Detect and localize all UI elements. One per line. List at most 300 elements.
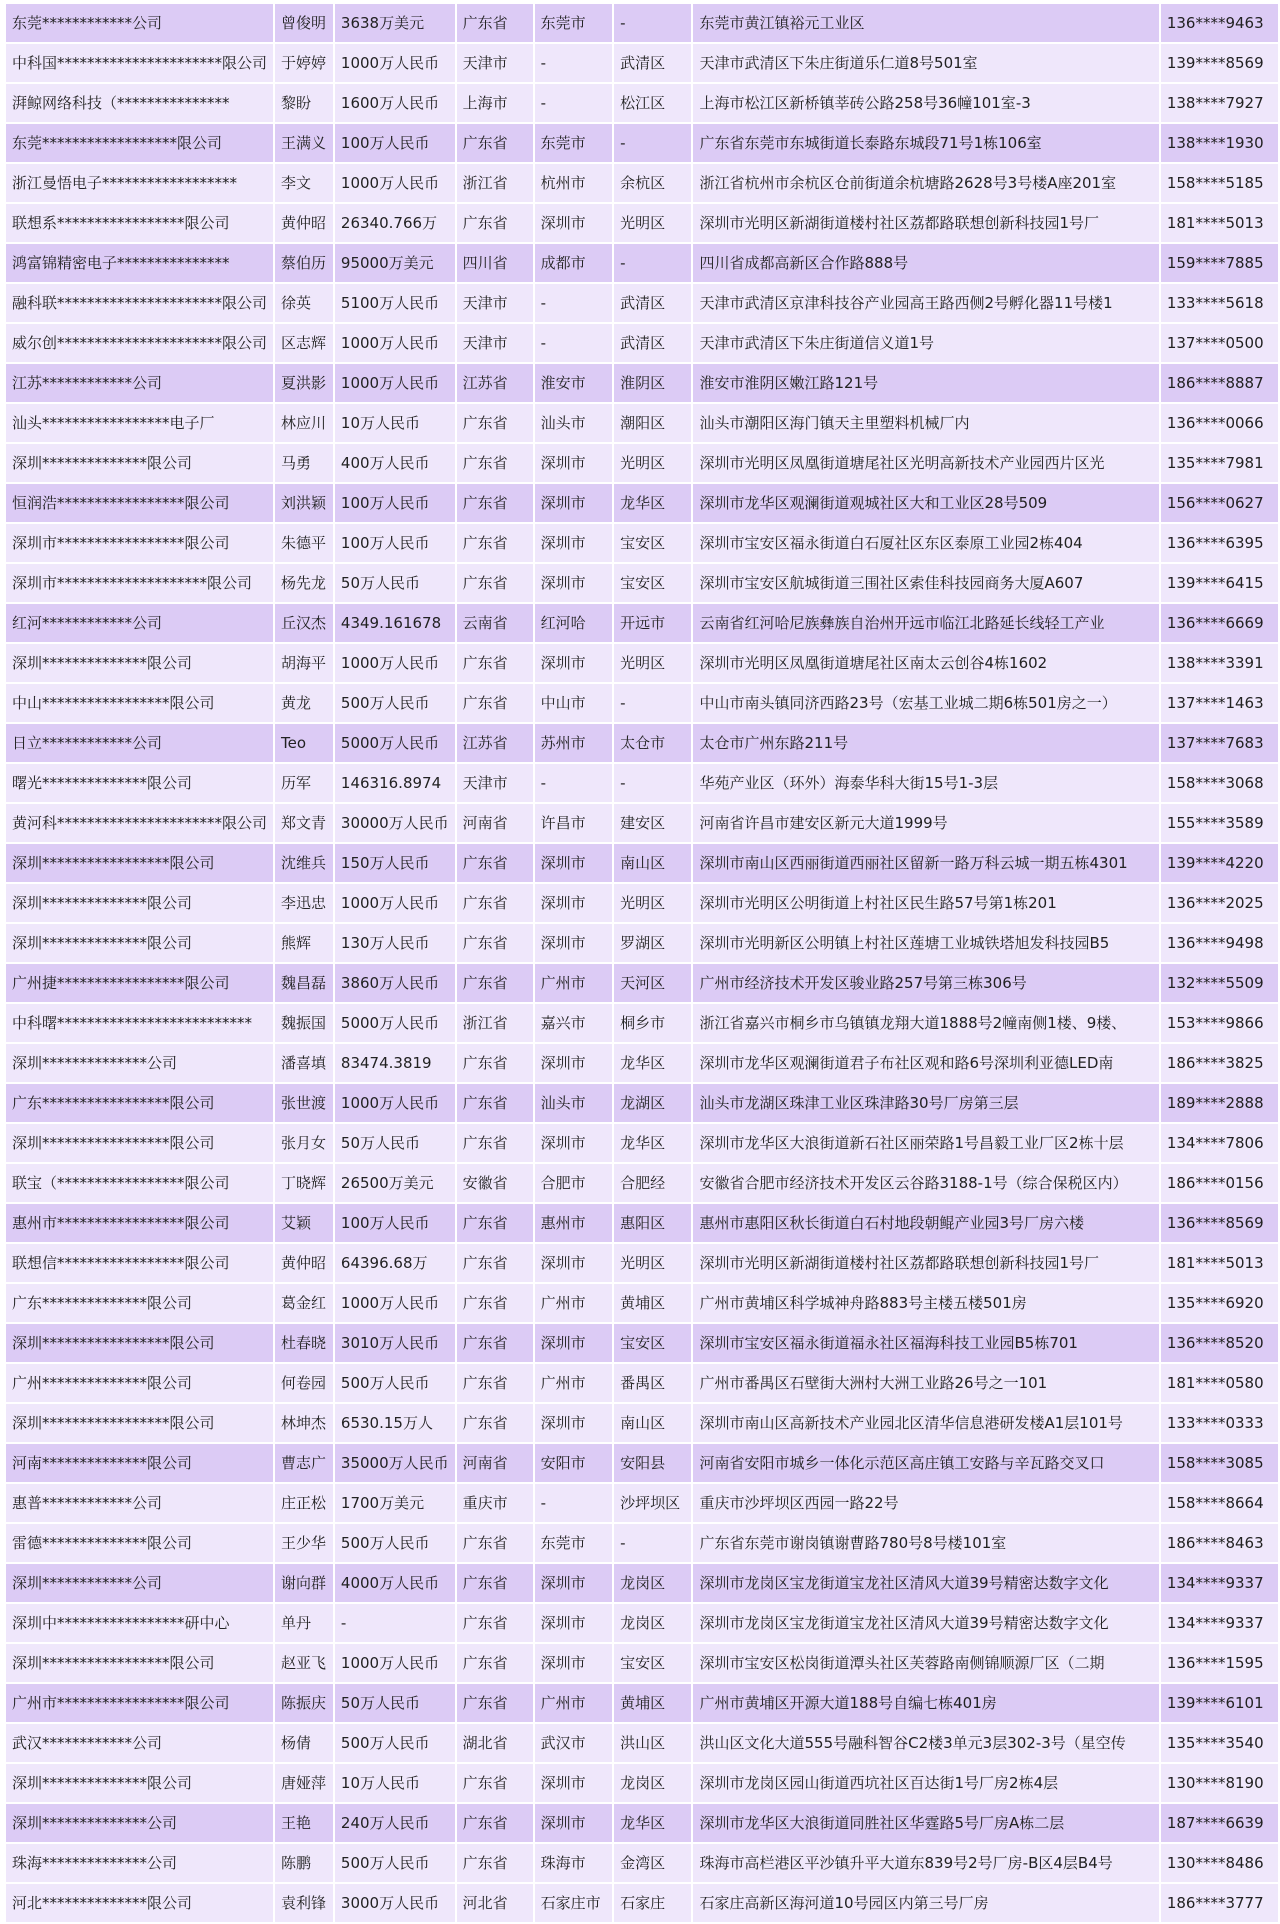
- phone-cell: 159****7885: [1160, 243, 1279, 283]
- phone-cell: 133****5618: [1160, 283, 1279, 323]
- address-cell: 广东省东莞市谢岗镇谢曹路780号8号楼101室: [692, 1523, 1159, 1563]
- province-cell: 广东省: [456, 963, 534, 1003]
- province-cell: 上海市: [456, 83, 534, 123]
- company-name-cell: 曙光**************限公司: [5, 763, 274, 803]
- company-name-cell: 惠州市*****************限公司: [5, 1203, 274, 1243]
- company-name-cell: 深圳**************限公司: [5, 643, 274, 683]
- registered-capital-cell: 1000万人民币: [334, 163, 456, 203]
- registered-capital-cell: 1700万美元: [334, 1483, 456, 1523]
- contact-name-cell: 袁利锋: [274, 1883, 334, 1923]
- contact-name-cell: 葛金红: [274, 1283, 334, 1323]
- table-row: [5, 1363, 1279, 1403]
- company-name-cell: 深圳**************公司: [5, 1803, 274, 1843]
- city-cell: 惠州市: [534, 1203, 613, 1243]
- table-row: [5, 1163, 1279, 1203]
- table-row: [5, 1643, 1279, 1683]
- registered-capital-cell: 1000万人民币: [334, 323, 456, 363]
- address-cell: 深圳市南山区西丽街道西丽社区留新一路万科云城一期五栋4301: [692, 843, 1159, 883]
- company-name-cell: 红河************公司: [5, 603, 274, 643]
- contact-name-cell: 马勇: [274, 443, 334, 483]
- district-cell: -: [613, 1523, 692, 1563]
- table-row: [5, 1443, 1279, 1483]
- contact-name-cell: 曹志广: [274, 1443, 334, 1483]
- city-cell: 深圳市: [534, 1123, 613, 1163]
- city-cell: 深圳市: [534, 1763, 613, 1803]
- province-cell: 河北省: [456, 1883, 534, 1923]
- contact-name-cell: 张月女: [274, 1123, 334, 1163]
- district-cell: 龙岗区: [613, 1563, 692, 1603]
- registered-capital-cell: 130万人民币: [334, 923, 456, 963]
- table-row: [5, 1803, 1279, 1843]
- table-row: [5, 723, 1279, 763]
- phone-cell: 158****8664: [1160, 1483, 1279, 1523]
- registered-capital-cell: 1000万人民币: [334, 883, 456, 923]
- phone-cell: 139****6101: [1160, 1683, 1279, 1723]
- address-cell: 深圳市龙华区观澜街道君子布社区观和路6号深圳利亚德LED南: [692, 1043, 1159, 1083]
- registered-capital-cell: 500万人民币: [334, 1363, 456, 1403]
- address-cell: 广州市番禺区石壁街大洲村大洲工业路26号之一101: [692, 1363, 1159, 1403]
- phone-cell: 139****8569: [1160, 43, 1279, 83]
- table-row: [5, 283, 1279, 323]
- company-name-cell: 深圳*****************限公司: [5, 1323, 274, 1363]
- table-row: [5, 1243, 1279, 1283]
- district-cell: 龙岗区: [613, 1603, 692, 1643]
- company-name-cell: 深圳**************限公司: [5, 1763, 274, 1803]
- province-cell: 广东省: [456, 443, 534, 483]
- province-cell: 河南省: [456, 803, 534, 843]
- phone-cell: 186****0156: [1160, 1163, 1279, 1203]
- table-row: [5, 323, 1279, 363]
- phone-cell: 138****3391: [1160, 643, 1279, 683]
- contact-name-cell: 何卷园: [274, 1363, 334, 1403]
- district-cell: 宝安区: [613, 523, 692, 563]
- table-row: [5, 1523, 1279, 1563]
- contact-name-cell: 杨倩: [274, 1723, 334, 1763]
- city-cell: 深圳市: [534, 883, 613, 923]
- registered-capital-cell: 100万人民币: [334, 123, 456, 163]
- registered-capital-cell: 83474.3819: [334, 1043, 456, 1083]
- city-cell: 深圳市: [534, 1403, 613, 1443]
- phone-cell: 136****6669: [1160, 603, 1279, 643]
- company-name-cell: 联想信*****************限公司: [5, 1243, 274, 1283]
- province-cell: 重庆市: [456, 1483, 534, 1523]
- province-cell: 江苏省: [456, 363, 534, 403]
- district-cell: 光明区: [613, 643, 692, 683]
- address-cell: 广州市黄埔区开源大道188号自编七栋401房: [692, 1683, 1159, 1723]
- province-cell: 天津市: [456, 323, 534, 363]
- district-cell: 合肥经: [613, 1163, 692, 1203]
- province-cell: 广东省: [456, 1843, 534, 1883]
- company-name-cell: 日立************公司: [5, 723, 274, 763]
- company-name-cell: 深圳中*****************研中心: [5, 1603, 274, 1643]
- registered-capital-cell: 1000万人民币: [334, 1643, 456, 1683]
- province-cell: 广东省: [456, 1803, 534, 1843]
- phone-cell: 139****4220: [1160, 843, 1279, 883]
- contact-name-cell: 林应川: [274, 403, 334, 443]
- district-cell: -: [613, 763, 692, 803]
- contact-name-cell: Teo: [274, 723, 334, 763]
- table-body: [5, 3, 1279, 1923]
- registered-capital-cell: 50万人民币: [334, 1123, 456, 1163]
- address-cell: 浙江省杭州市余杭区仓前街道余杭塘路2628号3号楼A座201室: [692, 163, 1159, 203]
- table-row: [5, 203, 1279, 243]
- registered-capital-cell: 5000万人民币: [334, 723, 456, 763]
- registered-capital-cell: 10万人民币: [334, 1763, 456, 1803]
- company-name-cell: 惠普************公司: [5, 1483, 274, 1523]
- contact-name-cell: 赵亚飞: [274, 1643, 334, 1683]
- district-cell: 石家庄: [613, 1883, 692, 1923]
- contact-name-cell: 丁晓辉: [274, 1163, 334, 1203]
- address-cell: 云南省红河哈尼族彝族自治州开远市临江北路延长线轻工产业: [692, 603, 1159, 643]
- phone-cell: 186****8463: [1160, 1523, 1279, 1563]
- province-cell: 广东省: [456, 123, 534, 163]
- district-cell: 松江区: [613, 83, 692, 123]
- city-cell: 嘉兴市: [534, 1003, 613, 1043]
- contact-name-cell: 历军: [274, 763, 334, 803]
- company-name-cell: 深圳************公司: [5, 1563, 274, 1603]
- city-cell: 成都市: [534, 243, 613, 283]
- contact-name-cell: 郑文青: [274, 803, 334, 843]
- contact-name-cell: 单丹: [274, 1603, 334, 1643]
- district-cell: 光明区: [613, 443, 692, 483]
- registered-capital-cell: 400万人民币: [334, 443, 456, 483]
- contact-name-cell: 曾俊明: [274, 3, 334, 43]
- contact-name-cell: 李文: [274, 163, 334, 203]
- district-cell: 龙湖区: [613, 1083, 692, 1123]
- table-row: [5, 923, 1279, 963]
- registered-capital-cell: 3000万人民币: [334, 1883, 456, 1923]
- phone-cell: 133****0333: [1160, 1403, 1279, 1443]
- table-row: [5, 1683, 1279, 1723]
- province-cell: 广东省: [456, 1363, 534, 1403]
- city-cell: 深圳市: [534, 1803, 613, 1843]
- city-cell: 广州市: [534, 1283, 613, 1323]
- phone-cell: 189****2888: [1160, 1083, 1279, 1123]
- address-cell: 深圳市龙岗区宝龙街道宝龙社区清风大道39号精密达数字文化: [692, 1603, 1159, 1643]
- contact-name-cell: 陈振庆: [274, 1683, 334, 1723]
- city-cell: -: [534, 283, 613, 323]
- registered-capital-cell: 500万人民币: [334, 683, 456, 723]
- province-cell: 云南省: [456, 603, 534, 643]
- address-cell: 深圳市龙华区大浪街道新石社区丽荣路1号昌毅工业厂区2栋十层: [692, 1123, 1159, 1163]
- province-cell: 广东省: [456, 483, 534, 523]
- city-cell: 东莞市: [534, 3, 613, 43]
- table-row: [5, 1323, 1279, 1363]
- address-cell: 上海市松江区新桥镇莘砖公路258号36幢101室-3: [692, 83, 1159, 123]
- registered-capital-cell: 1000万人民币: [334, 363, 456, 403]
- registered-capital-cell: 500万人民币: [334, 1723, 456, 1763]
- province-cell: 广东省: [456, 403, 534, 443]
- city-cell: 深圳市: [534, 1323, 613, 1363]
- contact-name-cell: 胡海平: [274, 643, 334, 683]
- registered-capital-cell: 95000万美元: [334, 243, 456, 283]
- registered-capital-cell: 100万人民币: [334, 523, 456, 563]
- registered-capital-cell: 500万人民币: [334, 1843, 456, 1883]
- table-row: [5, 1723, 1279, 1763]
- company-name-cell: 中科国**********************限公司: [5, 43, 274, 83]
- address-cell: 深圳市光明区凤凰街道塘尾社区南太云创谷4栋1602: [692, 643, 1159, 683]
- city-cell: 深圳市: [534, 843, 613, 883]
- province-cell: 广东省: [456, 683, 534, 723]
- company-name-cell: 鸿富锦精密电子***************: [5, 243, 274, 283]
- province-cell: 广东省: [456, 1243, 534, 1283]
- table-row: [5, 3, 1279, 43]
- contact-name-cell: 丘汉杰: [274, 603, 334, 643]
- company-name-cell: 汕头*****************电子厂: [5, 403, 274, 443]
- city-cell: 许昌市: [534, 803, 613, 843]
- city-cell: 广州市: [534, 1683, 613, 1723]
- district-cell: 洪山区: [613, 1723, 692, 1763]
- address-cell: 深圳市南山区高新技术产业园北区清华信息港研发楼A1层101号: [692, 1403, 1159, 1443]
- company-name-cell: 江苏************公司: [5, 363, 274, 403]
- address-cell: 深圳市光明新区公明镇上村社区莲塘工业城铁塔旭发科技园B5: [692, 923, 1159, 963]
- city-cell: 深圳市: [534, 483, 613, 523]
- phone-cell: 181****0580: [1160, 1363, 1279, 1403]
- district-cell: 罗湖区: [613, 923, 692, 963]
- address-cell: 深圳市宝安区松岗街道潭头社区芙蓉路南侧锦顺源厂区（二期: [692, 1643, 1159, 1683]
- company-name-cell: 河南**************限公司: [5, 1443, 274, 1483]
- company-name-cell: 深圳市*****************限公司: [5, 523, 274, 563]
- table-row: [5, 1083, 1279, 1123]
- province-cell: 广东省: [456, 1123, 534, 1163]
- province-cell: 四川省: [456, 243, 534, 283]
- address-cell: 深圳市龙华区大浪街道同胜社区华霆路5号厂房A栋二层: [692, 1803, 1159, 1843]
- contact-name-cell: 黄仲昭: [274, 203, 334, 243]
- contact-name-cell: 潘喜填: [274, 1043, 334, 1083]
- contact-name-cell: 庄正松: [274, 1483, 334, 1523]
- city-cell: 深圳市: [534, 443, 613, 483]
- company-name-cell: 深圳**************限公司: [5, 923, 274, 963]
- district-cell: 桐乡市: [613, 1003, 692, 1043]
- district-cell: 宝安区: [613, 563, 692, 603]
- contact-name-cell: 谢向群: [274, 1563, 334, 1603]
- contact-name-cell: 杜春晓: [274, 1323, 334, 1363]
- city-cell: 杭州市: [534, 163, 613, 203]
- district-cell: 黄埔区: [613, 1683, 692, 1723]
- district-cell: 黄埔区: [613, 1283, 692, 1323]
- address-cell: 深圳市龙华区观澜街道观城社区大和工业区28号509: [692, 483, 1159, 523]
- company-name-cell: 湃鲸网络科技（***************: [5, 83, 274, 123]
- registered-capital-cell: 5000万人民币: [334, 1003, 456, 1043]
- district-cell: 安阳县: [613, 1443, 692, 1483]
- city-cell: 深圳市: [534, 1643, 613, 1683]
- table-row: [5, 563, 1279, 603]
- table-row: [5, 1043, 1279, 1083]
- city-cell: 安阳市: [534, 1443, 613, 1483]
- table-row: [5, 1123, 1279, 1163]
- province-cell: 广东省: [456, 1403, 534, 1443]
- company-name-cell: 广州捷*****************限公司: [5, 963, 274, 1003]
- address-cell: 天津市武清区京津科技谷产业园高王路西侧2号孵化器11号楼1: [692, 283, 1159, 323]
- phone-cell: 136****9498: [1160, 923, 1279, 963]
- district-cell: 天河区: [613, 963, 692, 1003]
- district-cell: 武清区: [613, 323, 692, 363]
- city-cell: 深圳市: [534, 563, 613, 603]
- contact-name-cell: 陈鹏: [274, 1843, 334, 1883]
- province-cell: 广东省: [456, 1043, 534, 1083]
- phone-cell: 136****1595: [1160, 1643, 1279, 1683]
- district-cell: 沙坪坝区: [613, 1483, 692, 1523]
- address-cell: 河南省许昌市建安区新元大道1999号: [692, 803, 1159, 843]
- province-cell: 广东省: [456, 1203, 534, 1243]
- city-cell: 深圳市: [534, 1043, 613, 1083]
- province-cell: 天津市: [456, 283, 534, 323]
- company-name-cell: 广州市*****************限公司: [5, 1683, 274, 1723]
- contact-name-cell: 夏洪影: [274, 363, 334, 403]
- district-cell: 龙华区: [613, 1043, 692, 1083]
- registered-capital-cell: 64396.68万: [334, 1243, 456, 1283]
- registered-capital-cell: 3010万人民币: [334, 1323, 456, 1363]
- registered-capital-cell: 4349.161678: [334, 603, 456, 643]
- registered-capital-cell: 6530.15万人: [334, 1403, 456, 1443]
- registered-capital-cell: 26340.766万: [334, 203, 456, 243]
- table-row: [5, 1883, 1279, 1923]
- address-cell: 深圳市宝安区航城街道三围社区索佳科技园商务大厦A607: [692, 563, 1159, 603]
- phone-cell: 134****9337: [1160, 1563, 1279, 1603]
- registered-capital-cell: 30000万人民币: [334, 803, 456, 843]
- table-row: [5, 443, 1279, 483]
- city-cell: 淮安市: [534, 363, 613, 403]
- table-row: [5, 1483, 1279, 1523]
- address-cell: 深圳市光明区公明街道上村社区民生路57号第1栋201: [692, 883, 1159, 923]
- phone-cell: 158****5185: [1160, 163, 1279, 203]
- city-cell: 石家庄市: [534, 1883, 613, 1923]
- address-cell: 深圳市龙岗区园山街道西坑社区百达街1号厂房2栋4层: [692, 1763, 1159, 1803]
- phone-cell: 181****5013: [1160, 203, 1279, 243]
- company-name-cell: 联宝（*****************限公司: [5, 1163, 274, 1203]
- registered-capital-cell: 50万人民币: [334, 563, 456, 603]
- company-name-cell: 珠海**************公司: [5, 1843, 274, 1883]
- phone-cell: 136****2025: [1160, 883, 1279, 923]
- phone-cell: 158****3085: [1160, 1443, 1279, 1483]
- address-cell: 天津市武清区下朱庄街道乐仁道8号501室: [692, 43, 1159, 83]
- phone-cell: 137****7683: [1160, 723, 1279, 763]
- contact-name-cell: 区志辉: [274, 323, 334, 363]
- registered-capital-cell: 1600万人民币: [334, 83, 456, 123]
- phone-cell: 186****3825: [1160, 1043, 1279, 1083]
- phone-cell: 136****6395: [1160, 523, 1279, 563]
- district-cell: 金湾区: [613, 1843, 692, 1883]
- table-row: [5, 1283, 1279, 1323]
- contact-name-cell: 王艳: [274, 1803, 334, 1843]
- table-row: [5, 963, 1279, 1003]
- city-cell: -: [534, 323, 613, 363]
- city-cell: 中山市: [534, 683, 613, 723]
- contact-name-cell: 魏昌磊: [274, 963, 334, 1003]
- phone-cell: 138****1930: [1160, 123, 1279, 163]
- address-cell: 中山市南头镇同济西路23号（宏基工业城二期6栋501房之一）: [692, 683, 1159, 723]
- contact-name-cell: 徐英: [274, 283, 334, 323]
- table-row: [5, 603, 1279, 643]
- district-cell: 开远市: [613, 603, 692, 643]
- address-cell: 四川省成都高新区合作路888号: [692, 243, 1159, 283]
- contact-name-cell: 沈维兵: [274, 843, 334, 883]
- company-name-cell: 黄河科**********************限公司: [5, 803, 274, 843]
- address-cell: 淮安市淮阴区嫩江路121号: [692, 363, 1159, 403]
- address-cell: 东莞市黄江镇裕元工业区: [692, 3, 1159, 43]
- city-cell: 合肥市: [534, 1163, 613, 1203]
- phone-cell: 136****0066: [1160, 403, 1279, 443]
- province-cell: 河南省: [456, 1443, 534, 1483]
- district-cell: 建安区: [613, 803, 692, 843]
- contact-name-cell: 王满义: [274, 123, 334, 163]
- address-cell: 汕头市龙湖区珠津工业区珠津路30号厂房第三层: [692, 1083, 1159, 1123]
- city-cell: -: [534, 1483, 613, 1523]
- phone-cell: 134****7806: [1160, 1123, 1279, 1163]
- province-cell: 安徽省: [456, 1163, 534, 1203]
- province-cell: 广东省: [456, 1763, 534, 1803]
- table-row: [5, 483, 1279, 523]
- city-cell: 深圳市: [534, 1243, 613, 1283]
- address-cell: 华苑产业区（环外）海泰华科大街15号1-3层: [692, 763, 1159, 803]
- company-name-cell: 河北**************限公司: [5, 1883, 274, 1923]
- city-cell: -: [534, 83, 613, 123]
- address-cell: 广东省东莞市东城街道长泰路东城段71号1栋106室: [692, 123, 1159, 163]
- province-cell: 湖北省: [456, 1723, 534, 1763]
- province-cell: 广东省: [456, 843, 534, 883]
- phone-cell: 137****0500: [1160, 323, 1279, 363]
- contact-name-cell: 魏振国: [274, 1003, 334, 1043]
- phone-cell: 136****9463: [1160, 3, 1279, 43]
- province-cell: 广东省: [456, 523, 534, 563]
- city-cell: 汕头市: [534, 1083, 613, 1123]
- registered-capital-cell: 1000万人民币: [334, 643, 456, 683]
- company-name-cell: 东莞************公司: [5, 3, 274, 43]
- district-cell: 潮阳区: [613, 403, 692, 443]
- address-cell: 深圳市光明区新湖街道楼村社区荔都路联想创新科技园1号厂: [692, 203, 1159, 243]
- city-cell: -: [534, 763, 613, 803]
- city-cell: 广州市: [534, 1363, 613, 1403]
- phone-cell: 136****8520: [1160, 1323, 1279, 1363]
- district-cell: 武清区: [613, 43, 692, 83]
- table-row: [5, 1403, 1279, 1443]
- province-cell: 广东省: [456, 1603, 534, 1643]
- city-cell: 深圳市: [534, 523, 613, 563]
- table-row: [5, 1003, 1279, 1043]
- registered-capital-cell: 100万人民币: [334, 483, 456, 523]
- city-cell: 汕头市: [534, 403, 613, 443]
- contact-name-cell: 刘洪颖: [274, 483, 334, 523]
- district-cell: 武清区: [613, 283, 692, 323]
- company-name-cell: 浙江曼悟电子******************: [5, 163, 274, 203]
- company-name-cell: 广东**************限公司: [5, 1283, 274, 1323]
- company-name-cell: 东莞******************限公司: [5, 123, 274, 163]
- table-row: [5, 643, 1279, 683]
- province-cell: 天津市: [456, 43, 534, 83]
- district-cell: 光明区: [613, 203, 692, 243]
- address-cell: 安徽省合肥市经济技术开发区云谷路3188-1号（综合保税区内）: [692, 1163, 1159, 1203]
- phone-cell: 155****3589: [1160, 803, 1279, 843]
- table-row: [5, 1763, 1279, 1803]
- registered-capital-cell: 150万人民币: [334, 843, 456, 883]
- city-cell: 广州市: [534, 963, 613, 1003]
- province-cell: 广东省: [456, 563, 534, 603]
- table-row: [5, 43, 1279, 83]
- company-name-cell: 深圳**************限公司: [5, 883, 274, 923]
- address-cell: 天津市武清区下朱庄街道信义道1号: [692, 323, 1159, 363]
- table-row: [5, 763, 1279, 803]
- province-cell: 广东省: [456, 203, 534, 243]
- phone-cell: 135****7981: [1160, 443, 1279, 483]
- city-cell: 苏州市: [534, 723, 613, 763]
- company-name-cell: 深圳*****************限公司: [5, 843, 274, 883]
- city-cell: 深圳市: [534, 643, 613, 683]
- table-row: [5, 1563, 1279, 1603]
- phone-cell: 138****7927: [1160, 83, 1279, 123]
- phone-cell: 153****9866: [1160, 1003, 1279, 1043]
- contact-name-cell: 蔡伯历: [274, 243, 334, 283]
- registered-capital-cell: 500万人民币: [334, 1523, 456, 1563]
